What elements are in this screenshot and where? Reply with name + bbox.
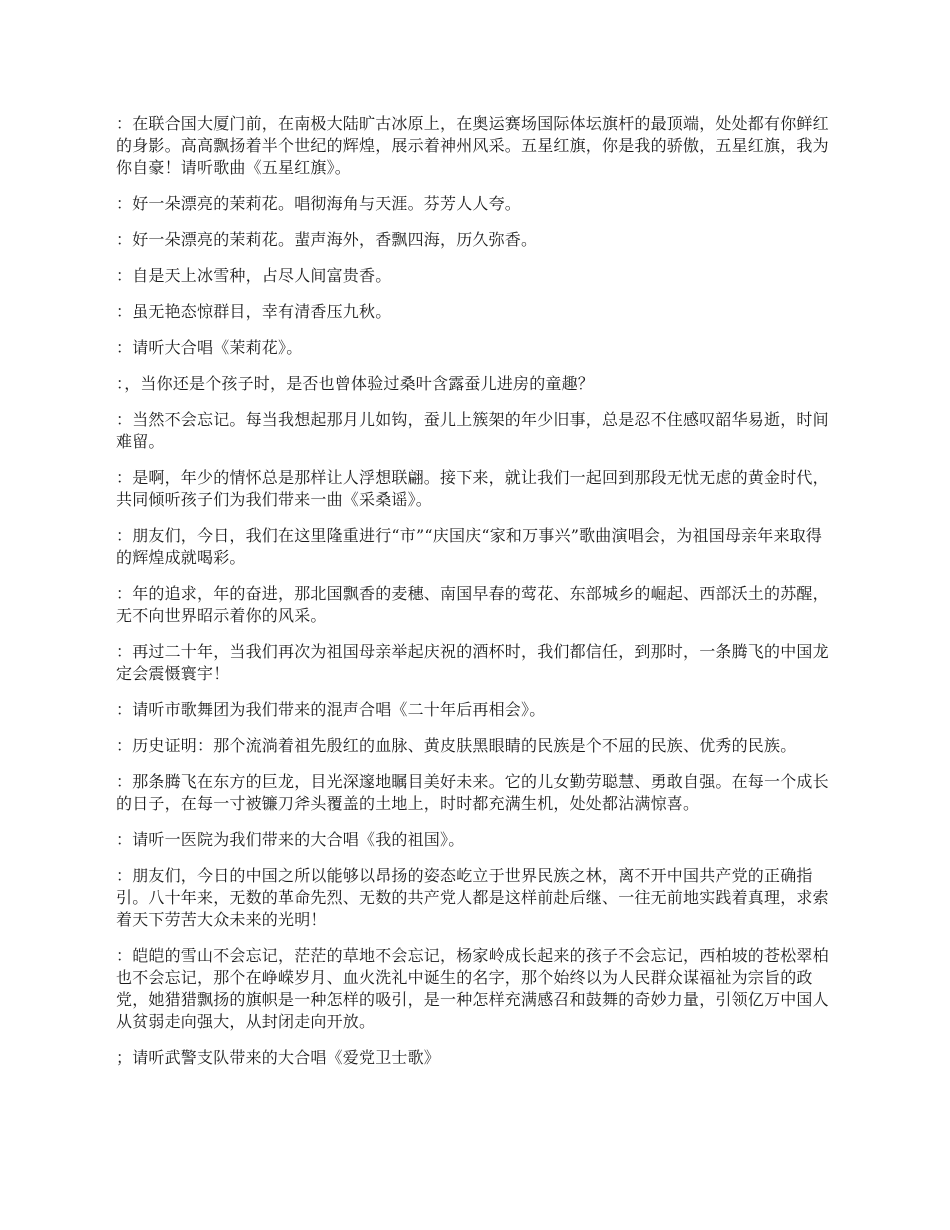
paragraph-4: ：自是天上冰雪种，占尽人间富贵香。 xyxy=(116,266,392,285)
paragraph-17: ：朋友们，今日的中国之所以能够以昂扬的姿态屹立于世界民族之林，离不开中国共产党的正确指引。八十年来，无数的革命先烈、无数的共产党人都是这样前赴后继、一往无前地实践着真理，求索着天下劳苦大众未来的光明！ xyxy=(116,866,829,929)
paragraph-14: ：历史证明：那个流淌着祖先殷红的血脉、黄皮肤黑眼睛的民族是个不屈的民族、优秀的民族。 xyxy=(116,736,797,755)
paragraph-6: ：请听大合唱《茉莉花》。 xyxy=(116,338,303,357)
paragraph-5: ：虽无艳态惊群目，幸有清香压九秋。 xyxy=(116,302,392,321)
paragraph-15: ：那条腾飞在东方的巨龙，目光深邃地瞩目美好未来。它的儿女勤劳聪慧、勇敢自强。在每一个成长的日子，在每一寸被镰刀斧头覆盖的土地上，时时都充满生机，处处都沾满惊喜。 xyxy=(116,772,829,813)
paragraph-10: ：朋友们，今日，我们在这里隆重进行“市”“庆国庆“家和万事兴”歌曲演唱会，为祖国母亲年来取得的辉煌成就喝彩。 xyxy=(116,526,823,567)
paragraph-3: ：好一朵漂亮的茉莉花。蜚声海外，香飘四海，历久弥香。 xyxy=(116,230,538,249)
paragraph-7: ：，当你还是个孩子时，是否也曾体验过桑叶含露蚕儿进房的童趣？ xyxy=(116,374,595,393)
paragraph-9: ：是啊，年少的情怀总是那样让人浮想联翩。接下来，就让我们一起回到那段无忧无虑的黄金时代，共同倾听孩子们为我们带来一曲《采桑谣》。 xyxy=(116,468,829,509)
paragraph-16: ：请听一医院为我们带来的大合唱《我的祖国》。 xyxy=(116,830,465,849)
paragraph-1: ：在联合国大厦门前，在南极大陆旷古冰原上，在奥运赛场国际体坛旗杆的最顶端，处处都有你鲜红的身影。高高飘扬着半个世纪的辉煌，展示着神州风采。五星红旗，你是我的骄傲，五星红旗，我为你自豪！请听歌曲《五星红旗》。 xyxy=(116,114,829,177)
paragraph-18: ：皑皑的雪山不会忘记，茫茫的草地不会忘记，杨家岭成长起来的孩子不会忘记，西柏坡的苍松翠柏也不会忘记，那个在峥嵘岁月、血火洗礼中诞生的名字，那个始终以为人民群众谋福祉为宗旨的政党，她猎猎飘扬的旗帜是一种怎样的吸引，是一种怎样充满感召和鼓舞的奇妙力量，引领亿万中国人从贫弱走向强大，从封闭走向开放。 xyxy=(116,946,829,1031)
paragraph-11: ：年的追求，年的奋进，那北国飘香的麦穗、南国早春的莺花、东部城乡的崛起、西部沃土的苏醒，无不向世界昭示着你的风采。 xyxy=(116,584,829,625)
paragraph-13: ：请听市歌舞团为我们带来的混声合唱《二十年后再相会》。 xyxy=(116,700,546,719)
paragraph-12: ：再过二十年，当我们再次为祖国母亲举起庆祝的酒杯时，我们都信任，到那时，一条腾飞的中国龙定会震慑寰宇！ xyxy=(116,642,829,683)
paragraph-19: ；请听武警支队带来的大合唱《爱党卫士歌》 xyxy=(116,1048,441,1067)
paragraph-2: ：好一朵漂亮的茉莉花。唱彻海角与天涯。芬芳人人夸。 xyxy=(116,194,522,213)
paragraph-8: ：当然不会忘记。每当我想起那月儿如钩，蚕儿上簇架的年少旧事，总是忍不住感叹韶华易逝，时间难留。 xyxy=(116,410,829,451)
